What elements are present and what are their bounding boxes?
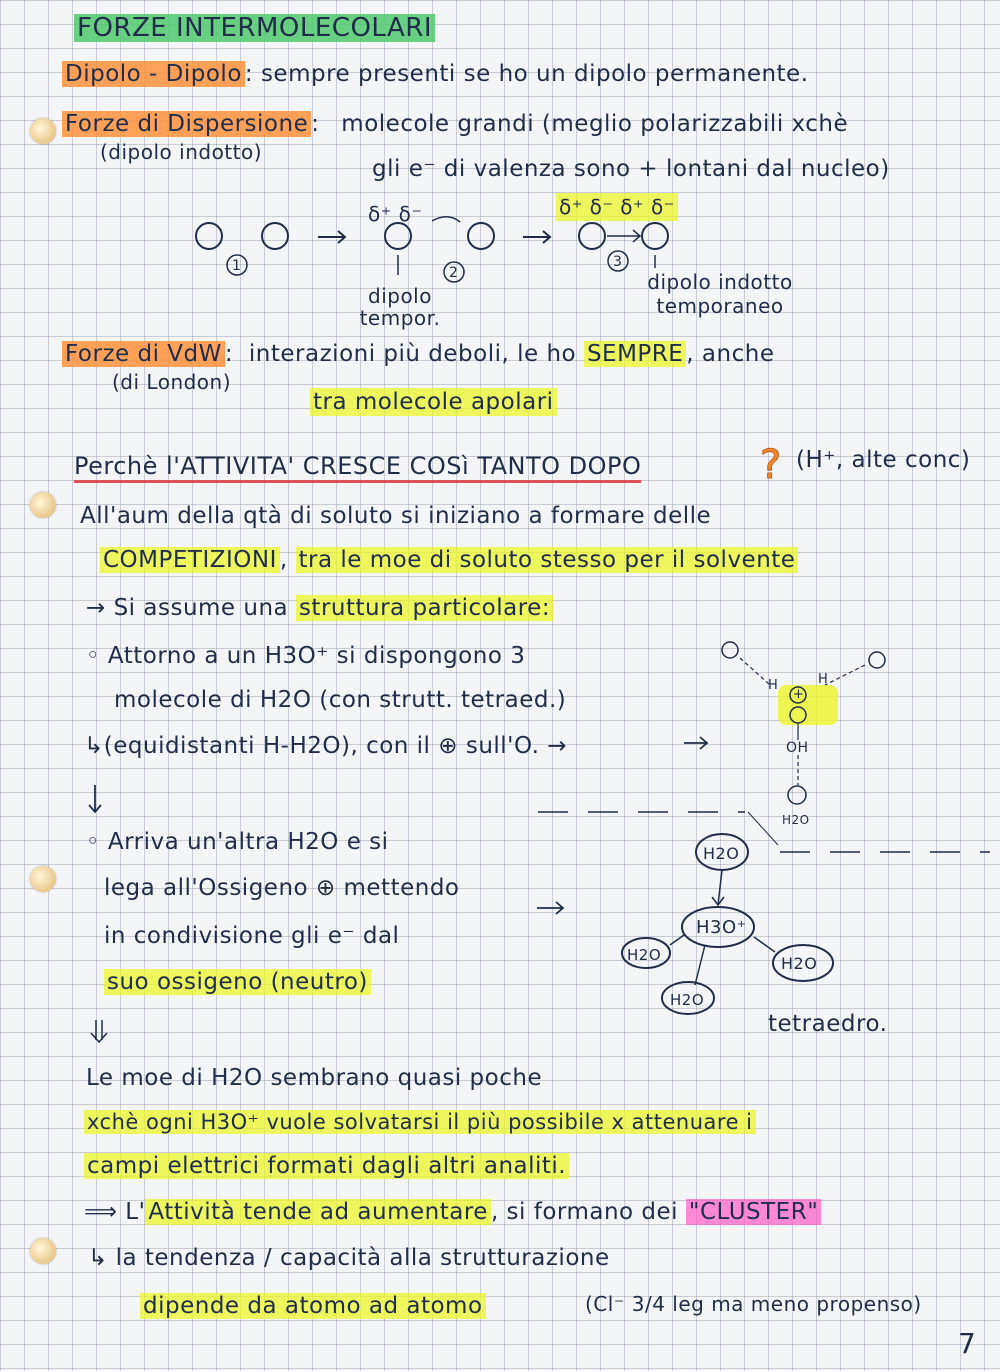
conclusion-3-text: campi elettrici formati dagli altri analiti. xyxy=(84,1153,569,1179)
vdw-sub: (di London) xyxy=(112,370,232,394)
arrow xyxy=(607,230,640,242)
conclusion-4 xyxy=(84,1198,821,1226)
step-3: 3 xyxy=(613,254,623,270)
vdw-label: Forze di VdW xyxy=(62,341,225,367)
conclusion-4-hl: Attività tende ad aumentare xyxy=(145,1199,491,1225)
dispersione-text-2: gli e⁻ di valenza sono + lontani dal nucleo) xyxy=(372,156,890,182)
charges-1: δ⁺ δ⁻ xyxy=(368,202,423,226)
dispersione-sub: (dipolo indotto) xyxy=(100,140,263,164)
page-title: FORZE INTERMOLECOLARI xyxy=(74,14,435,42)
question-text: Perchè l'ATTIVITA' CRESCE COSì TANTO DOPO xyxy=(74,452,641,483)
label-dipolo-indotto: dipolo indotto temporaneo xyxy=(647,270,793,318)
charges-2: δ⁺ δ⁻ δ⁺ δ⁻ xyxy=(556,193,678,221)
bullet-1-line-1: ◦ Attorno a un H3O⁺ si dispongono 3 xyxy=(86,643,526,669)
line-2: COMPETIZIONI , tra le moe di soluto stesso per il solvente xyxy=(100,546,798,574)
vdw-text: interazioni più deboli, le ho xyxy=(248,341,577,367)
line-3 xyxy=(86,594,553,622)
vdw-anche: , anche xyxy=(686,341,775,367)
dipolo-label: Dipolo - Dipolo xyxy=(62,61,245,87)
vdw-line: Forze di VdW : interazioni più deboli, le ho SEMPRE , anche xyxy=(62,340,774,368)
mol-plus: + xyxy=(793,687,805,702)
conclusion-6 xyxy=(140,1292,486,1320)
arrow xyxy=(318,231,345,243)
label-dipolo-temp: dipolo tempor. xyxy=(359,284,441,330)
bullet-2-line-3: in condivisione gli e⁻ dal xyxy=(104,923,400,949)
line-1: All'aum della qtà di soluto si iniziano a formare delle xyxy=(80,503,712,529)
arrow xyxy=(523,231,550,243)
line-3-prefix: → Si assume una xyxy=(86,595,289,621)
mol-h-right: H xyxy=(818,672,829,687)
diag-h2o-top: H2O xyxy=(703,844,740,863)
molecule-circle xyxy=(579,223,605,249)
dipolo-text: sempre presenti se ho un dipolo permanente. xyxy=(260,61,809,87)
vdw-sempre: SEMPRE xyxy=(584,341,686,367)
question-note: (H⁺, alte conc) xyxy=(796,447,971,473)
conclusion-6-note: (Cl⁻ 3/4 leg ma meno propenso) xyxy=(585,1292,922,1316)
conclusion-1: Le moe di H2O sembrano quasi poche xyxy=(86,1065,543,1091)
molecule-circle xyxy=(468,223,494,249)
bullet-2-line-1: ◦ Arriva un'altra H2O e si xyxy=(86,829,389,855)
question-line xyxy=(74,452,641,480)
arrow xyxy=(432,217,460,222)
line-2-text: tra le moe di soluto stesso per il solvente xyxy=(296,547,799,573)
vdw-text-2: tra molecole apolari xyxy=(310,388,557,416)
cluster: "CLUSTER" xyxy=(686,1199,821,1225)
bullet-1-line-3: ↳(equidistanti H-H2O), con il ⊕ sull'O. → xyxy=(84,733,568,759)
dipolo-line: Dipolo - Dipolo : sempre presenti se ho un dipolo permanente. xyxy=(62,60,809,88)
page-number: 7 xyxy=(958,1327,977,1360)
mol-h-left: H xyxy=(768,678,779,693)
step-1: 1 xyxy=(232,258,242,274)
mol-oh: OH xyxy=(786,740,809,756)
step-2: 2 xyxy=(449,265,459,281)
conclusion-2-text: xchè ogni H3O⁺ vuole solvatarsi il più possibile x attenuare i xyxy=(84,1110,756,1134)
competizioni: COMPETIZIONI xyxy=(100,547,280,573)
conclusion-4-mid: , si formano dei xyxy=(490,1199,679,1225)
bullet-2-line-2: lega all'Ossigeno ⊕ mettendo xyxy=(104,875,460,901)
diag-caption: tetraedro. xyxy=(768,1011,888,1037)
mol-h2o: H2O xyxy=(782,813,810,827)
molecule-circle xyxy=(642,223,668,249)
dispersione-line: Forze di Dispersione : molecole grandi (meglio polarizzabili xchè xyxy=(62,110,848,138)
dispersione-text: molecole grandi (meglio polarizzabili xchè xyxy=(341,111,849,137)
line-3-hl: struttura particolare: xyxy=(296,595,553,621)
dispersione-label: Forze di Dispersione xyxy=(62,111,311,137)
molecule-circle xyxy=(262,223,288,249)
conclusion-2 xyxy=(84,1108,756,1136)
diag-h2o-right: H2O xyxy=(781,954,818,973)
molecule-circle xyxy=(196,223,222,249)
conclusion-4-prefix: ⟹ L' xyxy=(84,1199,146,1225)
diag-h2o-bottom: H2O xyxy=(670,991,705,1009)
diag-h3o: H3O⁺ xyxy=(696,917,747,938)
question-mark: ? xyxy=(760,442,782,488)
bullet-2-line-4 xyxy=(104,968,371,996)
conclusion-5: ↳ la tendenza / capacità alla strutturazione xyxy=(88,1245,610,1271)
conclusion-6-text: dipende da atomo ad atomo xyxy=(140,1293,486,1319)
diag-h2o-left: H2O xyxy=(627,946,662,964)
conclusion-3 xyxy=(84,1152,569,1180)
bullet-1-line-2: molecole di H2O (con strutt. tetraed.) xyxy=(114,687,567,713)
suo-ossigeno: suo ossigeno (neutro) xyxy=(104,969,371,995)
